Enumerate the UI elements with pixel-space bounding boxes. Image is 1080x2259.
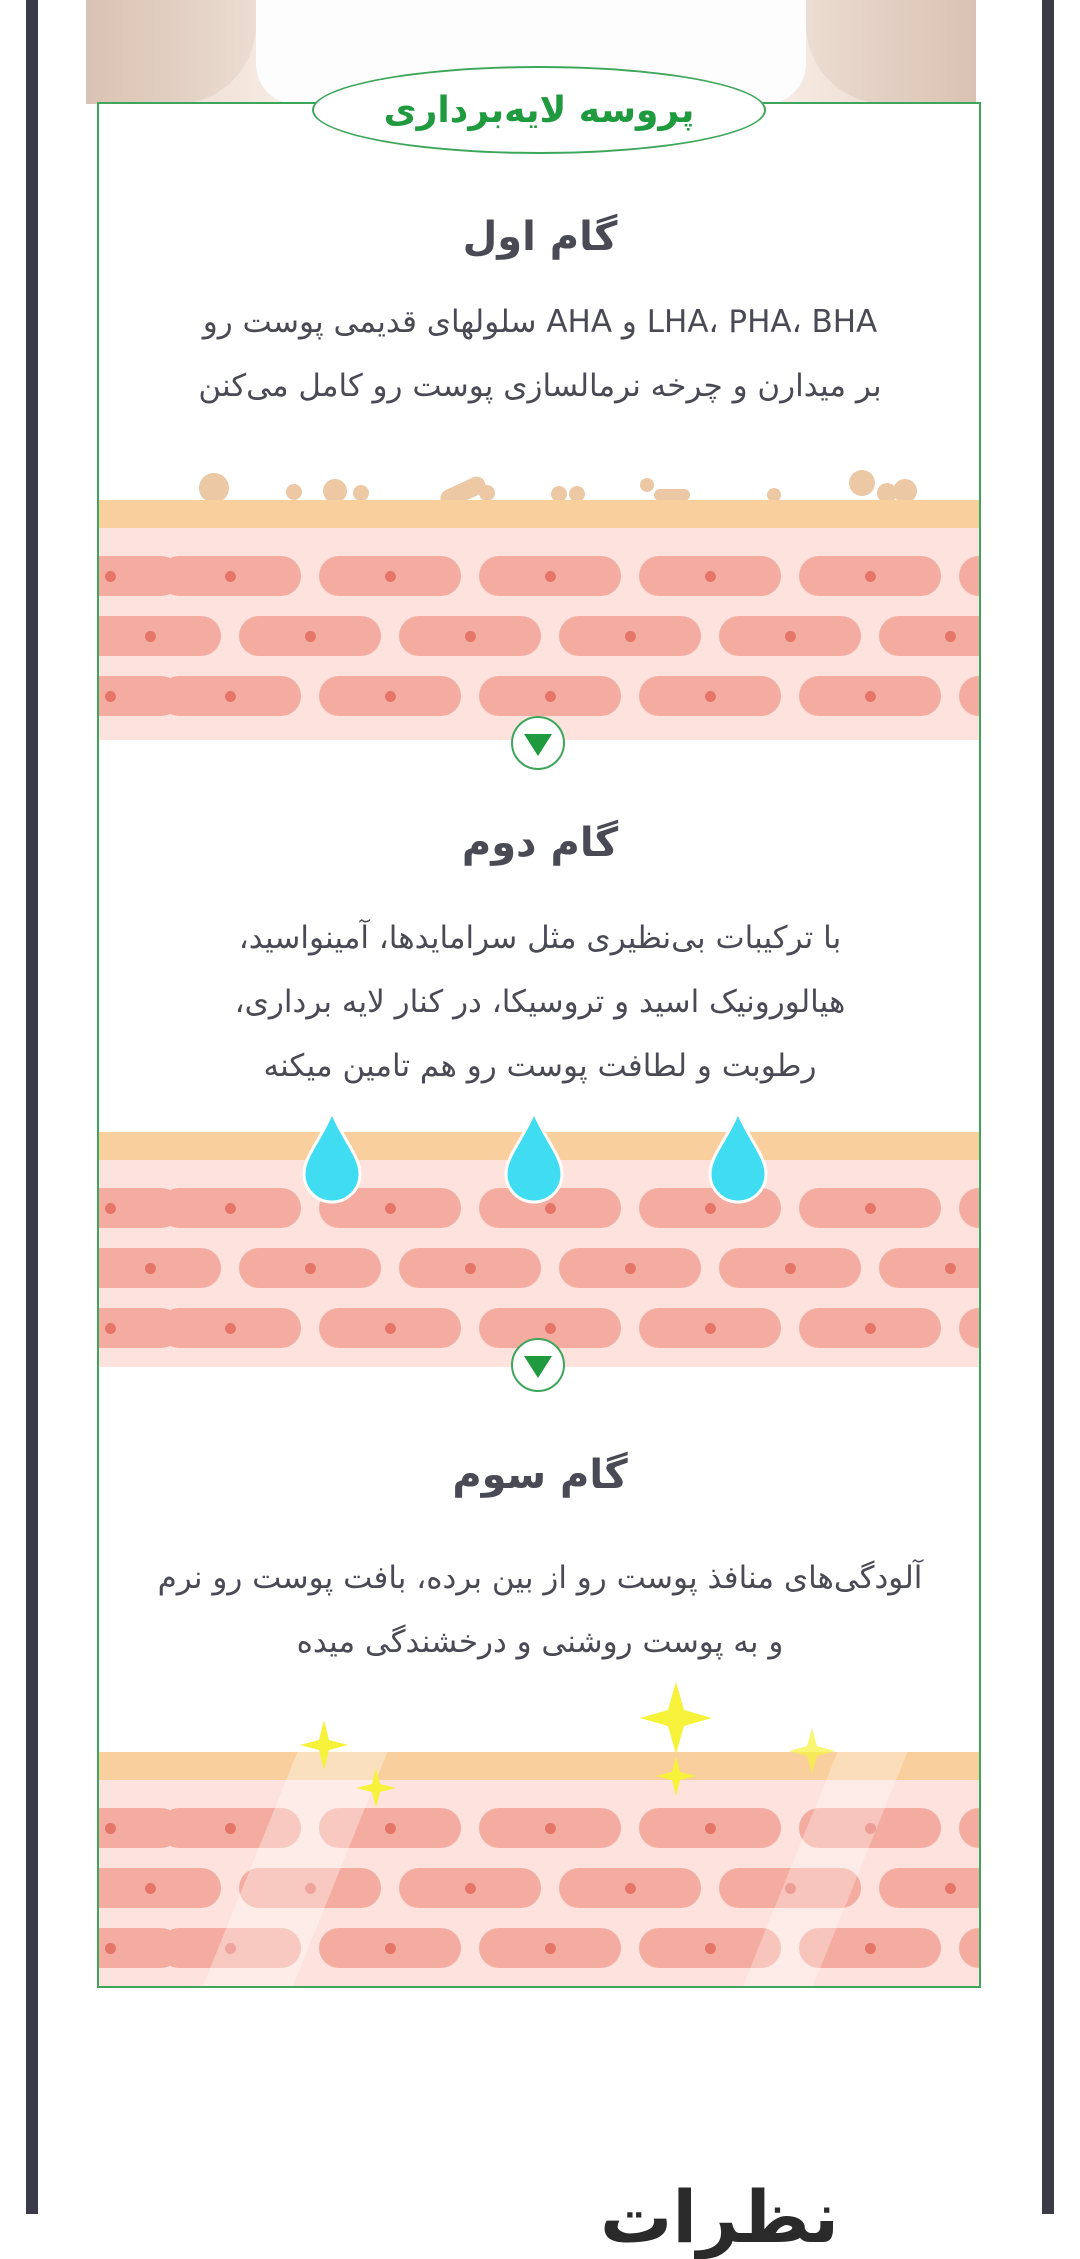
skin-cell [799, 1188, 941, 1228]
skin-cell [399, 1248, 541, 1288]
skin-cell [799, 556, 941, 596]
down-arrow-icon [511, 1338, 565, 1392]
skin-cell [319, 1928, 461, 1968]
skin-cell [559, 1868, 701, 1908]
water-drop-icon [304, 1112, 360, 1202]
skin-layer-1 [99, 500, 979, 740]
dead-cell-flake [479, 485, 495, 501]
sparkle-icon [356, 1768, 396, 1808]
frame-right-border [1042, 0, 1054, 2214]
skin-cell [479, 556, 621, 596]
skin-cell [639, 556, 781, 596]
step-1-text [100, 290, 980, 418]
step-2-line-3: رطوبت و لطافت پوست رو هم تامین میکنه [263, 1048, 817, 1084]
skin-cell [99, 1248, 221, 1288]
process-title-badge [312, 66, 766, 154]
skin-cell [879, 1868, 979, 1908]
dead-cell-flake [199, 473, 229, 503]
reviews-heading: نظرات [600, 2175, 839, 2259]
skin-cell [559, 616, 701, 656]
skin-cell [399, 616, 541, 656]
skin-cell [719, 616, 861, 656]
step-3-line-1: آلودگی‌های منافذ پوست رو از بین برده، بافت پوست رو نرم [157, 1560, 923, 1596]
sparkle-icon [640, 1682, 712, 1754]
skin-cell [639, 1308, 781, 1348]
water-drops [290, 1108, 770, 1204]
water-drop-icon [506, 1112, 562, 1202]
skin-cell [239, 1248, 381, 1288]
skin-cell [319, 1308, 461, 1348]
process-title: پروسه لایه‌برداری [383, 89, 695, 131]
sparkle-icon [300, 1720, 348, 1770]
skin-cell [479, 1928, 621, 1968]
skin-cell [319, 556, 461, 596]
step-1-title: گام اول [462, 214, 618, 260]
step-3-text [100, 1546, 980, 1674]
skin-cell [479, 676, 621, 716]
skin-cell [159, 1188, 301, 1228]
frame-left-border [26, 0, 38, 2214]
skin-cell [879, 616, 979, 656]
skin-cell [159, 1308, 301, 1348]
step-2-line-1: با ترکیبات بی‌نظیری مثل سرامایدها، آمینواسید، [238, 920, 842, 956]
skin-cell [319, 676, 461, 716]
dead-cell-flake [849, 470, 875, 496]
skin-cell [639, 676, 781, 716]
sparkle-icon [789, 1728, 835, 1774]
step-1-line-2: بر میدارن و چرخه نرمالسازی پوست رو کامل می‌کنن [198, 368, 882, 404]
step-2-text [100, 906, 980, 1098]
skin-cell [239, 616, 381, 656]
sparkle-icon [656, 1756, 696, 1796]
skin-cell [399, 1868, 541, 1908]
dead-cell-flake [286, 484, 302, 500]
skin-cell [799, 676, 941, 716]
down-arrow-icon [511, 716, 565, 770]
skin-surface-1 [99, 500, 979, 528]
step-3-title: گام سوم [452, 1452, 628, 1498]
skin-cell [159, 556, 301, 596]
skin-cell [879, 1248, 979, 1288]
step-1-line-1: LHA، PHA، BHA و AHA سلولهای قدیمی پوست رو [202, 304, 878, 340]
skin-cell [99, 616, 221, 656]
dead-cell-flake [353, 485, 369, 501]
step-3-line-2: و به پوست روشنی و درخشندگی میده [296, 1624, 784, 1660]
sparkles [290, 1680, 850, 1830]
skin-cell [159, 676, 301, 716]
skin-cell [799, 1308, 941, 1348]
skin-cell [719, 1248, 861, 1288]
photo-shoulder-left [86, 0, 256, 104]
dead-cell-flake [640, 478, 654, 492]
step-2-title: گام دوم [461, 820, 619, 866]
skin-cell [99, 1868, 221, 1908]
photo-shoulder-right [806, 0, 976, 104]
step-2-line-2: هیالورونیک اسید و تروسیکا، در کنار لایه برداری، [234, 984, 846, 1020]
skin-cell [559, 1248, 701, 1288]
water-drop-icon [710, 1112, 766, 1202]
